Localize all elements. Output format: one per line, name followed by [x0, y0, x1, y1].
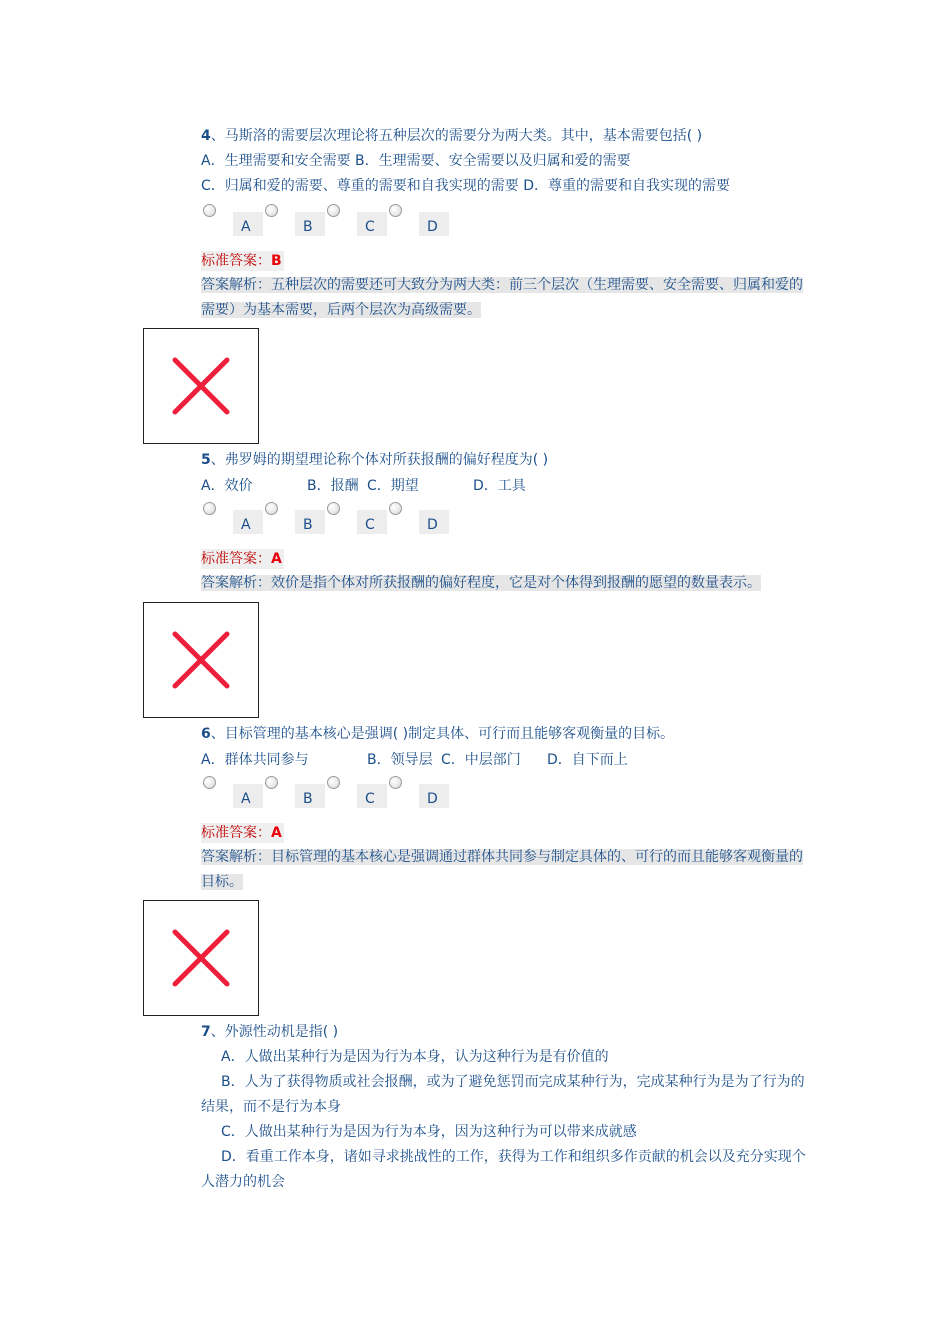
- standard-answer-value: A: [271, 551, 282, 567]
- question-5-options: [201, 476, 526, 496]
- option-b: B．领导层: [367, 752, 433, 768]
- answer-explanation: [201, 845, 811, 895]
- explanation-text: 答案解析：五种层次的需要还可大致分为两大类：前三个层次（生理需要、安全需要、归属和爱的需要）为基本需要，后两个层次为高级需要。: [201, 277, 803, 318]
- standard-answer-value: A: [271, 825, 282, 841]
- question-5-answer-choices: [201, 502, 461, 534]
- question-text: 、外源性动机是指( ): [210, 1024, 339, 1040]
- choice-box: [295, 784, 325, 808]
- question-text: 、弗罗姆的期望理论称个体对所获报酬的偏好程度为( ): [210, 452, 549, 468]
- radio-icon[interactable]: [389, 204, 402, 217]
- explanation-text: 答案解析：效价是指个体对所获报酬的偏好程度，它是对个体得到报酬的愿望的数量表示。: [201, 575, 761, 591]
- choice-box: [233, 784, 263, 808]
- option-d: [201, 1145, 811, 1195]
- question-number: 7: [201, 1024, 211, 1040]
- radio-icon[interactable]: [265, 776, 278, 789]
- option-d: D．工具: [473, 478, 526, 494]
- option-d: D．自下而上: [547, 752, 628, 768]
- question-4-answer-choices: [201, 204, 461, 236]
- choice-label: A: [241, 517, 251, 533]
- standard-answer: [201, 823, 284, 843]
- choice-box: [357, 784, 387, 808]
- choice-label: C: [365, 219, 375, 235]
- option-c: [201, 1120, 811, 1145]
- question-6-answer-choices: [201, 776, 461, 808]
- explanation-text: 答案解析：目标管理的基本核心是强调通过群体共同参与制定具体的、可行的而且能够客观衡量的目标。: [201, 849, 803, 890]
- x-icon: [144, 329, 258, 443]
- radio-icon[interactable]: [327, 204, 340, 217]
- broken-image: [143, 328, 259, 444]
- radio-icon[interactable]: [389, 502, 402, 515]
- option-text: C．人做出某种行为是因为行为本身，因为这种行为可以带来成就感: [221, 1124, 637, 1140]
- choice-label: B: [303, 219, 313, 235]
- choice-box: [419, 510, 449, 534]
- question-6-stem: [201, 724, 674, 744]
- choice-box: [295, 212, 325, 236]
- choice-box: [233, 212, 263, 236]
- option-a: [201, 1045, 811, 1070]
- standard-answer-value: B: [271, 253, 282, 269]
- x-icon: [144, 603, 258, 717]
- question-text: 、马斯洛的需要层次理论将五种层次的需要分为两大类。其中，基本需要包括( ): [210, 128, 703, 144]
- answer-explanation: [201, 273, 811, 323]
- choice-box: [419, 212, 449, 236]
- question-number: 4: [201, 128, 211, 144]
- option-a: A．效价: [201, 478, 253, 494]
- choice-box: [233, 510, 263, 534]
- choice-box: [419, 784, 449, 808]
- choice-label: B: [303, 517, 313, 533]
- question-4-options-2: C．归属和爱的需要、尊重的需要和自我实现的需要 D．尊重的需要和自我实现的需要: [201, 178, 731, 194]
- radio-icon[interactable]: [203, 776, 216, 789]
- radio-icon[interactable]: [265, 204, 278, 217]
- question-4-options-1: A．生理需要和安全需要 B．生理需要、安全需要以及归属和爱的需要: [201, 153, 631, 169]
- option-a: A．群体共同参与: [201, 752, 309, 768]
- radio-icon[interactable]: [265, 502, 278, 515]
- option-text: A．人做出某种行为是因为行为本身，认为这种行为是有价值的: [221, 1049, 609, 1065]
- choice-label: C: [365, 517, 375, 533]
- radio-icon[interactable]: [327, 776, 340, 789]
- standard-answer-label: 标准答案：: [201, 825, 271, 841]
- question-5-stem: [201, 450, 548, 470]
- standard-answer: [201, 549, 284, 569]
- question-7-stem: [201, 1022, 338, 1042]
- standard-answer-label: 标准答案：: [201, 551, 271, 567]
- choice-label: D: [427, 219, 438, 235]
- question-6-options: [201, 750, 628, 770]
- choice-label: B: [303, 791, 313, 807]
- radio-icon[interactable]: [327, 502, 340, 515]
- option-text: B．人为了获得物质或社会报酬，或为了避免惩罚而完成某种行为，完成某种行为是为了行为的结果，而不是行为本身: [201, 1074, 805, 1115]
- question-4-stem: [201, 126, 702, 146]
- choice-label: C: [365, 791, 375, 807]
- option-c: C．期望: [367, 478, 419, 494]
- question-number: 5: [201, 452, 211, 468]
- option-b: [201, 1070, 811, 1120]
- choice-box: [357, 510, 387, 534]
- choice-label: D: [427, 517, 438, 533]
- answer-explanation: [201, 571, 811, 596]
- radio-icon[interactable]: [203, 502, 216, 515]
- standard-answer: [201, 251, 284, 271]
- choice-label: A: [241, 791, 251, 807]
- broken-image: [143, 602, 259, 718]
- standard-answer-label: 标准答案：: [201, 253, 271, 269]
- option-c: C．中层部门: [441, 752, 521, 768]
- radio-icon[interactable]: [203, 204, 216, 217]
- choice-label: A: [241, 219, 251, 235]
- choice-box: [357, 212, 387, 236]
- option-text: D．看重工作本身，诸如寻求挑战性的工作，获得为工作和组织多作贡献的机会以及充分实现个人潜力的机会: [201, 1149, 806, 1190]
- choice-box: [295, 510, 325, 534]
- question-number: 6: [201, 726, 211, 742]
- radio-icon[interactable]: [389, 776, 402, 789]
- broken-image: [143, 900, 259, 1016]
- question-text: 、目标管理的基本核心是强调( )制定具体、可行而且能够客观衡量的目标。: [210, 726, 675, 742]
- x-icon: [144, 901, 258, 1015]
- choice-label: D: [427, 791, 438, 807]
- option-b: B．报酬: [307, 478, 359, 494]
